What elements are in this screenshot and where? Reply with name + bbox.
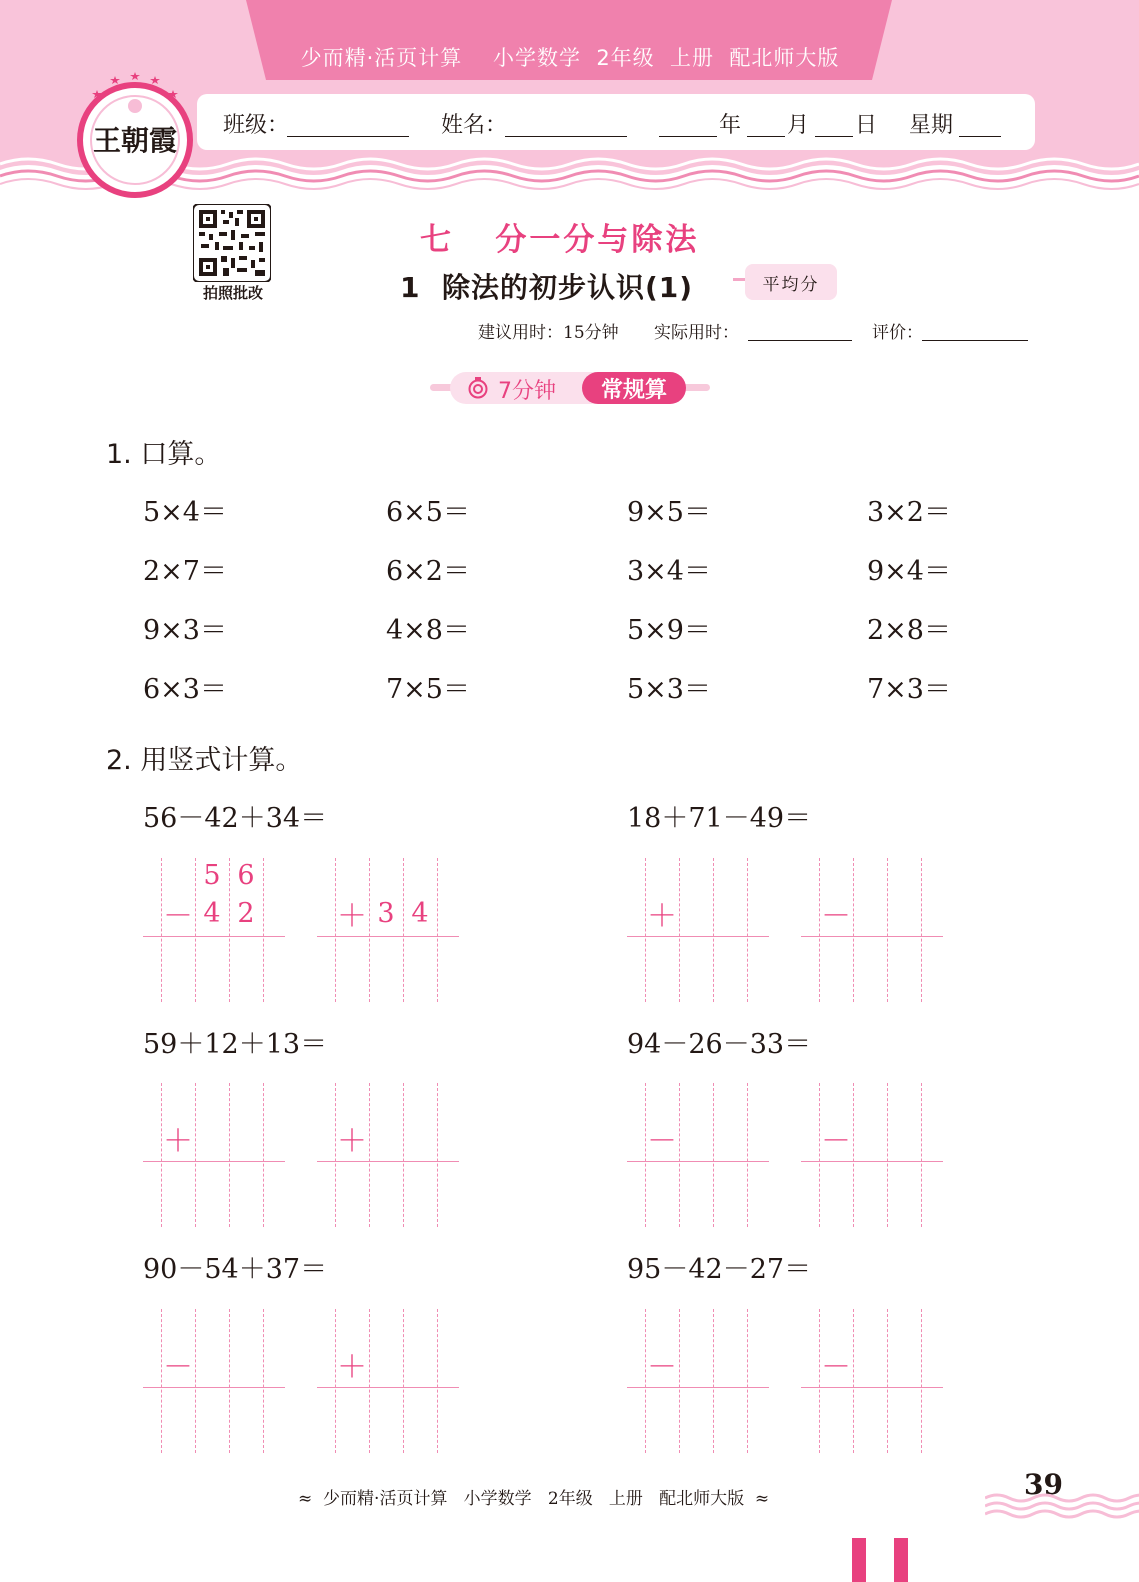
- mental-item: 5×3＝: [627, 674, 711, 705]
- grid-digit: 3: [377, 898, 395, 929]
- minus-sign: －: [163, 1350, 193, 1385]
- vertical-calc-grid[interactable]: [143, 1309, 285, 1453]
- year-blank[interactable]: [659, 136, 717, 137]
- brand-logo: [72, 68, 198, 198]
- vertical-calc-grid[interactable]: [627, 858, 769, 1002]
- vertical-calc-grid[interactable]: [801, 858, 943, 1002]
- name-blank[interactable]: [505, 136, 627, 137]
- mental-item: 6×2＝: [386, 556, 470, 587]
- plus-sign: ＋: [163, 1124, 193, 1159]
- mental-item: 5×4＝: [143, 497, 227, 528]
- minus-sign: －: [821, 899, 851, 934]
- grid-digit: 6: [237, 860, 255, 891]
- stopwatch-icon: [466, 376, 490, 400]
- student-info-bar: [197, 94, 1035, 150]
- mental-item: 2×7＝: [143, 556, 227, 587]
- svg-text:王朝霞: 王朝霞: [92, 124, 178, 157]
- problem-expression: 95－42－27＝: [627, 1254, 812, 1285]
- grid-digit: 4: [411, 898, 429, 929]
- timer-badge: 常规算: [582, 372, 686, 404]
- name-label: 姓名：: [441, 113, 508, 138]
- mental-item: 6×3＝: [143, 674, 227, 705]
- week-blank[interactable]: [959, 136, 1001, 137]
- mental-item: 4×8＝: [386, 615, 470, 646]
- vertical-calc-grid[interactable]: [801, 1083, 943, 1227]
- vertical-calc-grid[interactable]: [801, 1309, 943, 1453]
- mental-item: 7×5＝: [386, 674, 470, 705]
- month-blank[interactable]: [747, 136, 785, 137]
- day-blank[interactable]: [815, 136, 853, 137]
- unit-title: 七 分一分与除法: [420, 222, 700, 258]
- page-number: 39: [1024, 1468, 1063, 1501]
- mental-item: 3×4＝: [627, 556, 711, 587]
- mental-item: 9×3＝: [143, 615, 227, 646]
- problem-expression: 59＋12＋13＝: [143, 1029, 328, 1060]
- series-title: 少而精·活页计算 小学数学 2年级 上册 配北师大版: [300, 46, 840, 70]
- mental-item: 5×9＝: [627, 615, 711, 646]
- week-label: 星期: [909, 113, 954, 138]
- q1-heading: 1. 口算。: [106, 439, 222, 470]
- grid-digit: 5: [203, 860, 221, 891]
- vertical-calc-grid[interactable]: [317, 1309, 459, 1453]
- mental-item: 2×8＝: [867, 615, 951, 646]
- class-label: 班级：: [223, 113, 290, 138]
- timer-duration: 7分钟: [498, 379, 556, 404]
- plus-sign: ＋: [647, 899, 677, 934]
- mental-item: 9×4＝: [867, 556, 951, 587]
- day-label: 日: [855, 113, 878, 138]
- lesson-title: 1 除法的初步认识(1): [400, 271, 694, 304]
- vertical-calc-grid[interactable]: [143, 858, 285, 1002]
- minus-sign: －: [821, 1350, 851, 1385]
- problem-expression: 90－54＋37＝: [143, 1254, 328, 1285]
- plus-sign: ＋: [337, 1124, 367, 1159]
- minus-sign: －: [163, 899, 193, 934]
- problem-expression: 18＋71－49＝: [627, 803, 812, 834]
- footer-wave-decoration: [985, 1490, 1139, 1520]
- month-label: 月: [787, 113, 810, 138]
- qr-code-icon[interactable]: [193, 204, 271, 282]
- minus-sign: －: [647, 1350, 677, 1385]
- vertical-calc-grid[interactable]: [627, 1083, 769, 1227]
- evaluation-blank[interactable]: [922, 340, 1028, 341]
- vertical-calc-grid[interactable]: [317, 858, 459, 1002]
- vertical-calc-grid[interactable]: [627, 1309, 769, 1453]
- plus-sign: ＋: [337, 1350, 367, 1385]
- evaluation-label: 评价：: [872, 323, 923, 343]
- year-label: 年: [719, 113, 742, 138]
- mental-item: 3×2＝: [867, 497, 951, 528]
- suggested-time: 建议用时：15分钟: [478, 323, 619, 343]
- actual-time-blank[interactable]: [748, 340, 852, 341]
- plus-sign: ＋: [337, 899, 367, 934]
- grid-digit: 2: [237, 898, 255, 929]
- grid-digit: 4: [203, 898, 221, 929]
- qr-label: 拍照批改: [202, 284, 263, 302]
- q2-heading: 2. 用竖式计算。: [106, 745, 303, 776]
- lesson-tag: 平均分: [745, 264, 837, 300]
- problem-expression: 94－26－33＝: [627, 1029, 812, 1060]
- minus-sign: －: [821, 1124, 851, 1159]
- minus-sign: －: [647, 1124, 677, 1159]
- vertical-calc-grid[interactable]: [143, 1083, 285, 1227]
- mental-item: 6×5＝: [386, 497, 470, 528]
- class-blank[interactable]: [287, 136, 409, 137]
- mental-item: 7×3＝: [867, 674, 951, 705]
- actual-time-label: 实际用时：: [654, 323, 739, 343]
- vertical-calc-grid[interactable]: [317, 1083, 459, 1227]
- mental-item: 9×5＝: [627, 497, 711, 528]
- problem-expression: 56－42＋34＝: [143, 803, 328, 834]
- footer-series: ≈ 少而精·活页计算 小学数学 2年级 上册 配北师大版 ≈: [298, 1489, 770, 1509]
